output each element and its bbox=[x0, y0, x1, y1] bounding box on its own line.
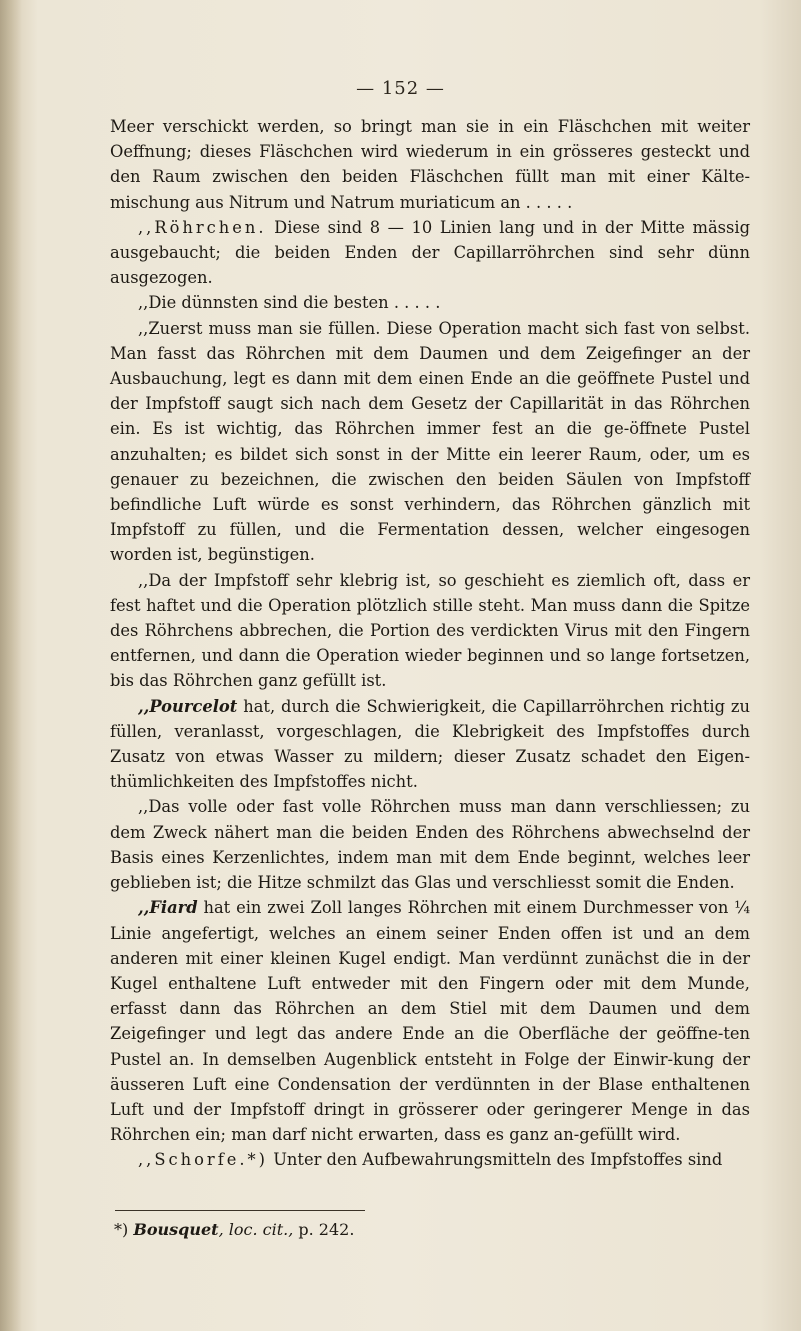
footnote-citation: , loc. cit., bbox=[218, 1220, 294, 1239]
paragraph-text: Meer verschickt werden, so bringt man sie in ein Fläschchen mit weiter Oeffnung; dieses Fläschchen wird wiederum in ein grösseres gesteckt und den Raum zwischen den beiden Fläschchen füllt man mit einer Kälte-mischung aus Nitrum und Natrum muriaticum an . . . . . bbox=[110, 117, 750, 212]
paragraph-text: ,,Zuerst muss man sie füllen. Diese Operation macht sich fast von selbst. Man fasst das Röhrchen mit dem Daumen und dem Zeigefinger an der Ausbauchung, legt es dann mit dem einen Ende an die geöffnete Pustel und der Impfstoff saugt sich nach dem Gesetz der Capillarität in das Röhrchen ein. Es ist wichtig, das Röhrchen immer fest an die ge-öffnete Pustel anzuhalten; es bildet sich sonst in der Mitte ein leerer Raum, oder, um es genauer zu bezeichnen, die zwischen den beiden Säulen von Impfstoff befindliche Luft würde es sonst verhindern, das Röhrchen gänzlich mit Impfstoff zu füllen, und die Fermentation dessen, welcher eingesogen worden ist, begünstigen. bbox=[110, 318, 750, 565]
paragraph-verschliessen bbox=[110, 794, 750, 895]
footnote-divider bbox=[115, 1210, 365, 1211]
paragraph-schorfe bbox=[110, 1147, 750, 1172]
paragraph-text: ,,Da der Impfstoff sehr klebrig ist, so geschieht es ziemlich oft, dass er fest haftet und die Operation plötzlich stille steht. Man muss dann die Spitze des Röhrchens abbrechen, die Portion des verdickten Virus mit den Fingern entfernen, und dann die Operation wieder beginnen und so lange fortsetzen, bis das Röhrchen ganz gefüllt ist. bbox=[110, 570, 750, 691]
paragraph-shipping bbox=[110, 114, 750, 215]
paragraph-fuellen bbox=[110, 316, 750, 568]
paragraph-text: ,,Das volle oder fast volle Röhrchen muss man dann verschliessen; zu dem Zweck nähert man die beiden Enden des Röhrchens abwechselnd der Basis eines Kerzenlichtes, indem man mit dem Ende beginnt, welches leer geblieben ist; die Hitze schmilzt das Glas und verschliesst somit die Enden. bbox=[110, 797, 750, 893]
paragraph-roehrchen bbox=[110, 215, 750, 291]
paragraph-duennsten bbox=[110, 290, 750, 315]
body-text bbox=[110, 114, 750, 1173]
paragraph-klebrig bbox=[110, 568, 750, 694]
paragraph-pourcelot bbox=[110, 694, 750, 795]
paragraph-text: ,,Die dünnsten sind die besten . . . . . bbox=[138, 293, 441, 313]
page-spine-shadow bbox=[0, 0, 22, 1331]
footnote bbox=[114, 1219, 514, 1241]
footnote-page: p. 242. bbox=[293, 1220, 355, 1239]
paragraph-text: Diese sind 8 — 10 Linien lang und in der Mitte mässig ausgebaucht; die beiden Enden der Capillarröhrchen sind sehr dünn ausgezogen. bbox=[110, 217, 750, 288]
page-number-header: — 152 — bbox=[356, 78, 445, 99]
paragraph-text: hat ein zwei Zoll langes Röhrchen mit einem Durchmesser von ¼ Linie angefertigt, welches an einem seiner Enden offen ist und an dem anderen mit einer kleinen Kugel endigt. Man verdünnt zunächst die in der Kugel enthaltene Luft entweder mit den Fingern oder mit dem Munde, erfasst dann das Röhrchen an dem Stiel mit dem Daumen und dem Zeigefinger und legt das andere Ende an die Oberfläche der geöffne-ten Pustel an. In demselben Augenblick entsteht in Folge der Einwir-kung der äusseren Luft eine Condensation der verdünnten in der Blase enthaltenen Luft und der Impfstoff dringt in grösserer oder geringerer Menge in das Röhrchen ein; man darf nicht erwarten, dass es ganz an-gefüllt wird. bbox=[110, 898, 750, 1145]
section-lead-roehrchen: ,,Röhrchen. bbox=[138, 217, 267, 237]
footnote-author: Bousquet bbox=[133, 1220, 219, 1239]
footnote-marker: *) bbox=[114, 1220, 134, 1239]
paragraph-text: hat, durch die Schwierigkeit, die Capillarröhrchen richtig zu füllen, veranlasst, vorgeschlagen, die Klebrigkeit des Impfstoffes durch Zusatz von etwas Wasser zu mildern; dieser Zusatz schadet den Eigen-thümlichkeiten des Impfstoffes nicht. bbox=[110, 696, 750, 792]
author-name-fiard: ,,Fiard bbox=[138, 898, 198, 918]
paragraph-text: Unter den Aufbewahrungsmitteln des Impfstoffes sind bbox=[268, 1150, 723, 1170]
author-name-pourcelot: ,,Pourcelot bbox=[138, 696, 238, 716]
section-lead-schorfe: ,,Schorfe.*) bbox=[138, 1150, 269, 1170]
paragraph-fiard bbox=[110, 895, 750, 1147]
